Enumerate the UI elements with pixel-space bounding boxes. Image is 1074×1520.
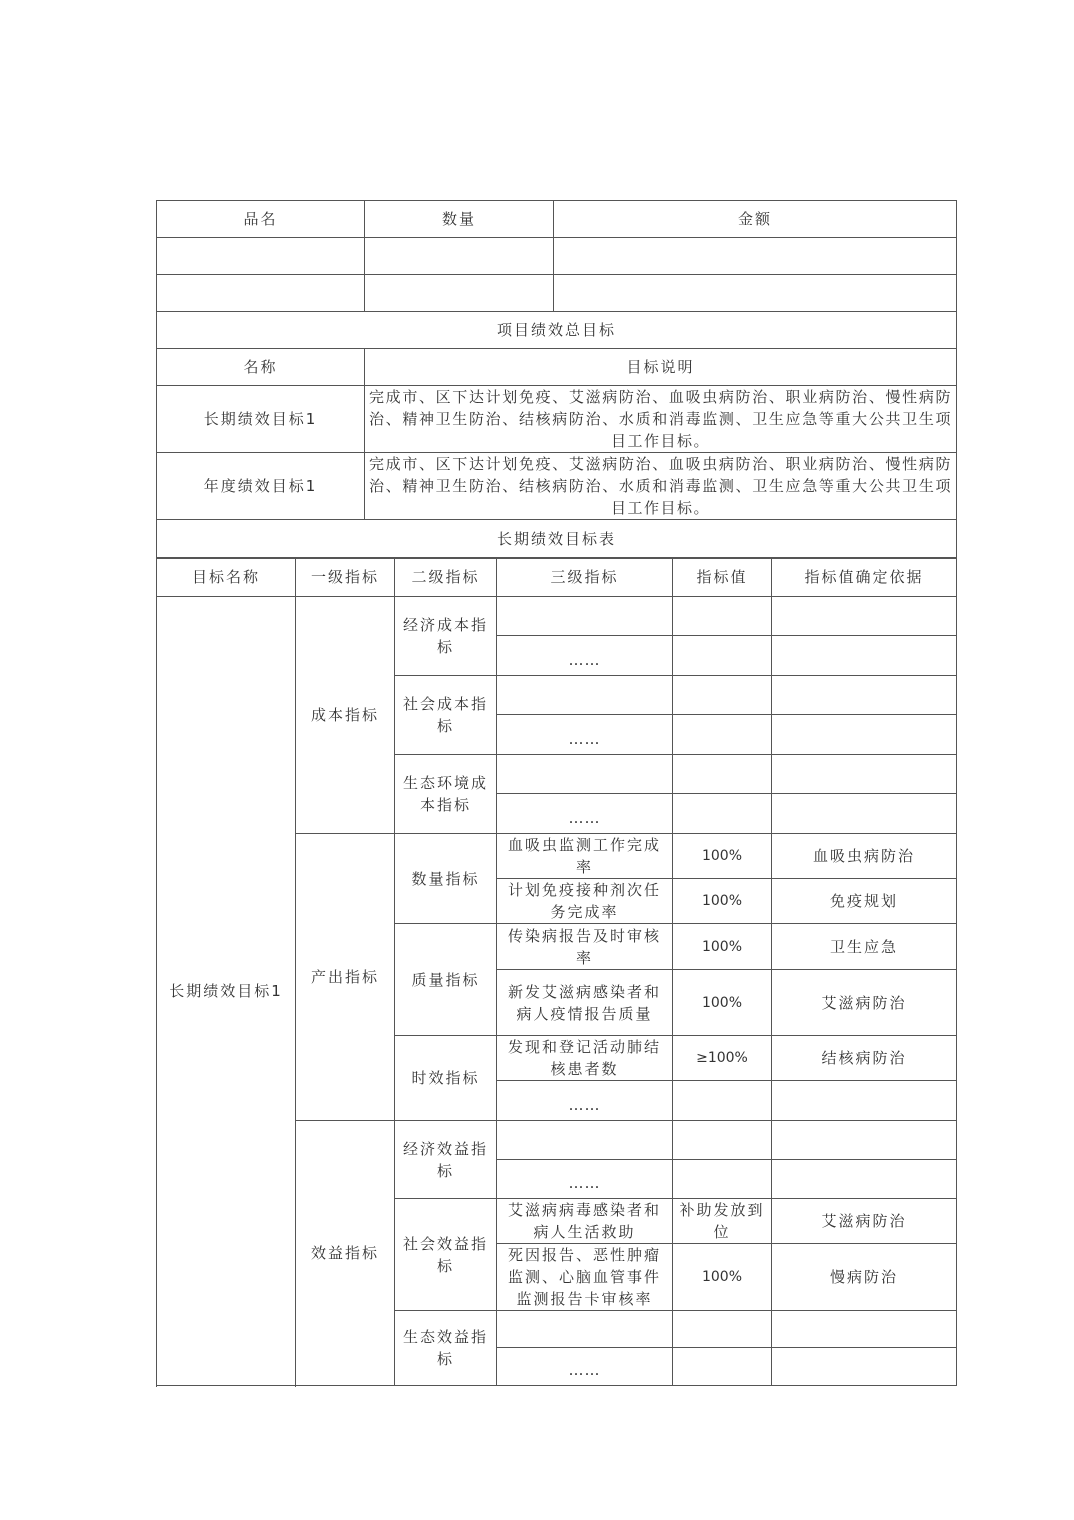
- blank-cell: [554, 238, 957, 275]
- blank-cell: [772, 1121, 957, 1160]
- goal-name: 年度绩效目标1: [157, 453, 365, 520]
- basis-cell: 结核病防治: [772, 1036, 957, 1081]
- blank-cell: [673, 1121, 772, 1160]
- value-cell: 100%: [673, 970, 772, 1036]
- level3-cell: 计划免疫接种剂次任务完成率: [497, 879, 673, 924]
- value-cell: 100%: [673, 834, 772, 879]
- blank-cell: [497, 1311, 673, 1348]
- basis-cell: 慢病防治: [772, 1244, 957, 1311]
- header-goal-name: 目标名称: [157, 558, 296, 597]
- level2-cell: 生态效益指标: [395, 1311, 497, 1386]
- level3-cell: 传染病报告及时审核率: [497, 924, 673, 970]
- blank-cell: [772, 1348, 957, 1386]
- blank-cell: [673, 676, 772, 715]
- blank-cell: [673, 715, 772, 755]
- blank-cell: [673, 755, 772, 794]
- table-title: 长期绩效目标表: [157, 520, 957, 559]
- blank-cell: [157, 275, 365, 312]
- blank-cell: [497, 1121, 673, 1160]
- level2-cell: 经济成本指标: [395, 597, 497, 676]
- ellipsis: ……: [497, 1348, 673, 1386]
- goal-description: 完成市、区下达计划免疫、艾滋病防治、血吸虫病防治、职业病防治、慢性病防治、精神卫生防治、结核病防治、水质和消毒监测、卫生应急等重大公共卫生项目工作目标。: [365, 453, 957, 520]
- header-value: 指标值: [673, 558, 772, 597]
- blank-cell: [772, 636, 957, 676]
- blank-cell: [365, 275, 554, 312]
- ellipsis: ……: [497, 715, 673, 755]
- level2-cell: 时效指标: [395, 1036, 497, 1121]
- basis-cell: 免疫规划: [772, 879, 957, 924]
- value-cell: 100%: [673, 924, 772, 970]
- blank-cell: [497, 755, 673, 794]
- blank-cell: [772, 794, 957, 834]
- level2-cell: 经济效益指标: [395, 1121, 497, 1199]
- indicator-table: [156, 557, 957, 1386]
- header-level3: 三级指标: [497, 558, 673, 597]
- basis-cell: 卫生应急: [772, 924, 957, 970]
- header-item-name: 品名: [157, 201, 365, 238]
- level1-cell: 效益指标: [296, 1121, 395, 1386]
- basis-cell: 艾滋病防治: [772, 970, 957, 1036]
- ellipsis: ……: [497, 636, 673, 676]
- level3-cell: 发现和登记活动肺结核患者数: [497, 1036, 673, 1081]
- level1-cell: 产出指标: [296, 834, 395, 1121]
- basis-cell: 艾滋病防治: [772, 1199, 957, 1244]
- section-title: 项目绩效总目标: [157, 312, 957, 349]
- blank-cell: [497, 676, 673, 715]
- header-level2: 二级指标: [395, 558, 497, 597]
- blank-cell: [365, 238, 554, 275]
- level2-cell: 生态环境成本指标: [395, 755, 497, 834]
- ellipsis: ……: [497, 1081, 673, 1121]
- level3-cell: 新发艾滋病感染者和病人疫情报告质量: [497, 970, 673, 1036]
- level2-cell: 数量指标: [395, 834, 497, 924]
- blank-cell: [772, 715, 957, 755]
- blank-cell: [772, 755, 957, 794]
- blank-cell: [673, 1081, 772, 1121]
- blank-cell: [554, 275, 957, 312]
- blank-cell: [673, 1348, 772, 1386]
- blank-cell: [772, 597, 957, 636]
- header-amount: 金额: [554, 201, 957, 238]
- header-basis: 指标值确定依据: [772, 558, 957, 597]
- level3-cell: 艾滋病病毒感染者和病人生活救助: [497, 1199, 673, 1244]
- value-cell: 100%: [673, 1244, 772, 1311]
- blank-cell: [772, 1311, 957, 1348]
- basis-cell: 血吸虫病防治: [772, 834, 957, 879]
- blank-cell: [772, 676, 957, 715]
- header-quantity: 数量: [365, 201, 554, 238]
- goal-name: 长期绩效目标1: [157, 386, 365, 453]
- blank-cell: [673, 597, 772, 636]
- blank-cell: [772, 1081, 957, 1121]
- level1-cell: 成本指标: [296, 597, 395, 834]
- header-level1: 一级指标: [296, 558, 395, 597]
- level2-cell: 社会成本指标: [395, 676, 497, 755]
- blank-cell: [772, 1160, 957, 1199]
- blank-cell: [673, 1160, 772, 1199]
- value-cell: 100%: [673, 879, 772, 924]
- level3-cell: 死因报告、恶性肿瘤监测、心脑血管事件监测报告卡审核率: [497, 1244, 673, 1311]
- level2-cell: 质量指标: [395, 924, 497, 1036]
- ellipsis: ……: [497, 1160, 673, 1199]
- desc-header: 目标说明: [365, 349, 957, 386]
- value-cell: ≥100%: [673, 1036, 772, 1081]
- blank-cell: [673, 1311, 772, 1348]
- goal-name-cell: 长期绩效目标1: [157, 597, 296, 1386]
- blank-cell: [673, 636, 772, 676]
- goal-description: 完成市、区下达计划免疫、艾滋病防治、血吸虫病防治、职业病防治、慢性病防治、精神卫生防治、结核病防治、水质和消毒监测、卫生应急等重大公共卫生项目工作目标。: [365, 386, 957, 453]
- value-cell: 补助发放到位: [673, 1199, 772, 1244]
- ellipsis: ……: [497, 794, 673, 834]
- level2-cell: 社会效益指标: [395, 1199, 497, 1311]
- blank-cell: [157, 238, 365, 275]
- project-info-table: [156, 200, 957, 559]
- blank-cell: [673, 794, 772, 834]
- name-header: 名称: [157, 349, 365, 386]
- blank-cell: [497, 597, 673, 636]
- level3-cell: 血吸虫监测工作完成率: [497, 834, 673, 879]
